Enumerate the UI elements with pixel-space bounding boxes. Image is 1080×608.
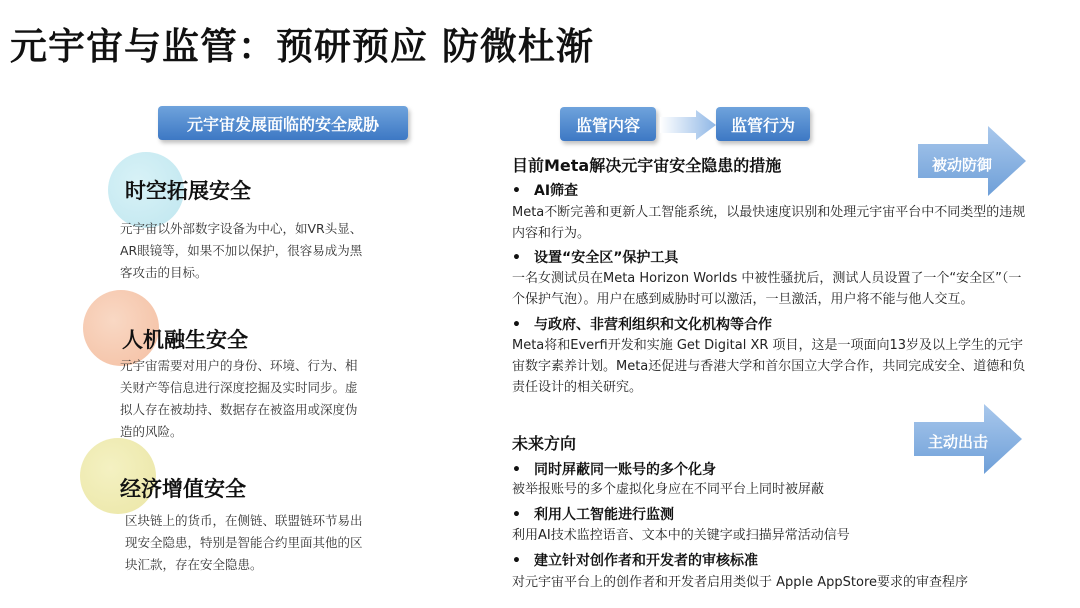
- list-item-title: 设置“安全区”保护工具: [534, 250, 679, 266]
- list-item: • AI筛查: [512, 183, 579, 199]
- section-heading: 人机融生安全: [122, 328, 248, 352]
- list-item-text: 一名女测试员在Meta Horizon Worlds 中被性骚扰后，测试人员设置了一个“安全区”（一个保护气泡）。用户在感到威胁时可以激活，一旦激活，用户将不能与他人交互。: [512, 271, 1022, 307]
- supervision-content-pill: 监管内容: [560, 107, 656, 141]
- section-heading: 时空拓展安全: [125, 179, 251, 203]
- list-item-text: Meta将和Everfi开发和实施 Get Digital XR 项目，这是一项面向13岁及以上学生的元宇宙数字素养计划。Meta还促进与香港大学和首尔国立大学合作，共同完成安全、道德和负责任设计的相关研究。: [512, 338, 1026, 395]
- supervision-behavior-pill: 监管行为: [716, 107, 810, 141]
- list-item-title: AI筛查: [534, 183, 579, 199]
- threat-header: 元宇宙发展面临的安全威胁: [158, 106, 408, 140]
- section-heading: 经济增值安全: [120, 477, 246, 501]
- list-item-title: 建立针对创作者和开发者的审核标准: [534, 553, 758, 569]
- list-item: • 设置“安全区”保护工具: [512, 250, 679, 266]
- list-item-text: 利用AI技术监控语音、文本中的关键字或扫描异常活动信号: [512, 528, 850, 543]
- section-text: 元宇宙需要对用户的身份、环境、行为、相关财产等信息进行深度挖掘及实时同步。虚拟人存在被劫持、数据存在被盗用或深度伪造的风险。: [120, 358, 358, 439]
- arrow-right-icon: [660, 110, 716, 140]
- section-text: 区块链上的货币，在侧链、联盟链环节易出现安全隐患，特别是智能合约里面其他的区块汇款，存在安全隐患。: [125, 513, 363, 572]
- passive-heading: 目前Meta解决元宇宙安全隐患的措施: [512, 156, 782, 175]
- passive-defense-label: 被动防御: [932, 156, 993, 174]
- future-heading: 未来方向: [512, 434, 577, 453]
- active-attack-label: 主动出击: [928, 433, 989, 451]
- page-title: 元宇宙与监管：预研预应 防微杜渐: [10, 25, 594, 68]
- active-attack-arrow: [914, 404, 1022, 474]
- list-item: • 同时屏蔽同一账号的多个化身: [512, 462, 716, 478]
- list-item-title: 与政府、非营利组织和文化机构等合作: [534, 317, 772, 333]
- list-item: • 建立针对创作者和开发者的审核标准: [512, 553, 758, 569]
- list-item: • 与政府、非营利组织和文化机构等合作: [512, 317, 772, 333]
- list-item: • 利用人工智能进行监测: [512, 507, 674, 523]
- section-text: 元宇宙以外部数字设备为中心，如VR头显、AR眼镜等，如果不加以保护，很容易成为黑客攻击的目标。: [120, 221, 363, 280]
- list-item-text: Meta不断完善和更新人工智能系统，以最快速度识别和处理元宇宙平台中不同类型的违规内容和行为。: [512, 205, 1026, 241]
- passive-defense-arrow: [918, 126, 1026, 196]
- list-item-text: 被举报账号的多个虚拟化身应在不同平台上同时被屏蔽: [512, 482, 825, 497]
- list-item-title: 同时屏蔽同一账号的多个化身: [534, 462, 716, 478]
- list-item-text: 对元宇宙平台上的创作者和开发者启用类似于 Apple AppStore要求的审查程序: [512, 575, 969, 590]
- list-item-title: 利用人工智能进行监测: [534, 507, 674, 523]
